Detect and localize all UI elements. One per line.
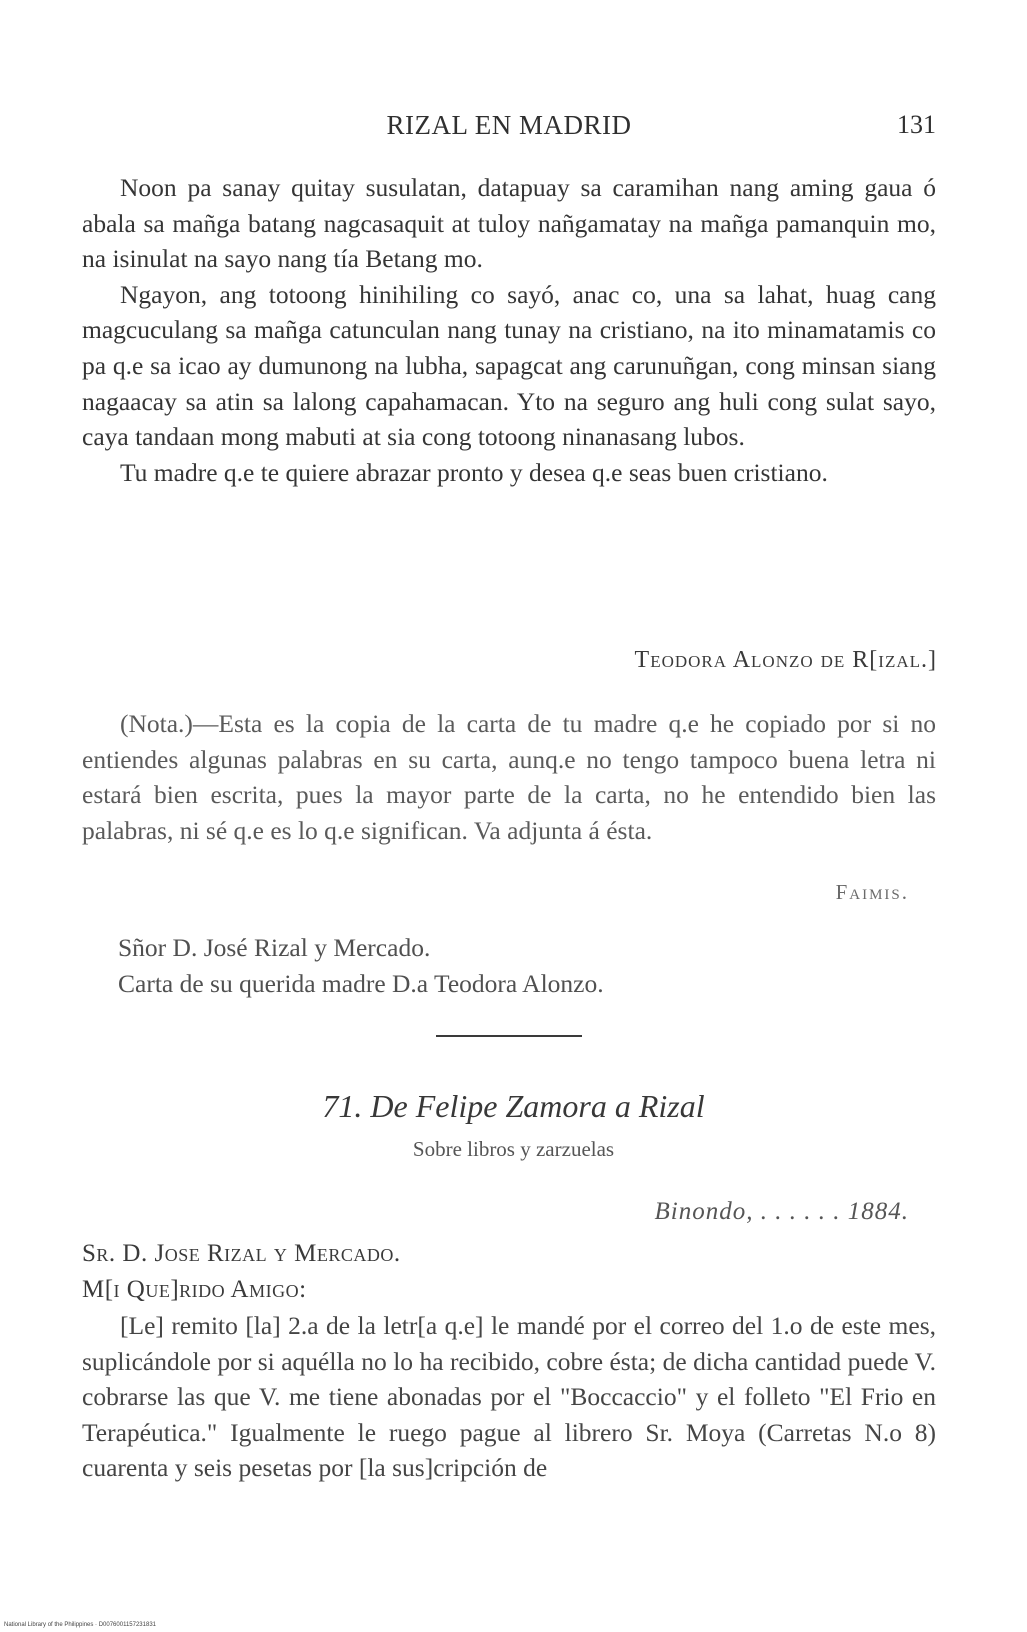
signature: Teodora Alonzo de R[izal.] xyxy=(634,647,937,673)
running-title: RIZAL EN MADRID xyxy=(386,110,632,140)
paragraph: [Le] remito [la] 2.a de la letr[a q.e] le mandé por el correo del 1.o de este mes, suplicándole por si aquélla no lo ha recibido, cobre ésta; de dicha cantidad puede V. cobrarse las que V. me tiene abonadas por el "Boccaccio" y el folleto "El Frio en Terapéutica." Igualmente le ruego pague al librero Sr. Moya (Carretas N.o 8) cuarenta y seis pesetas por [la sus]cripción de xyxy=(82,1311,936,1483)
recipient: Sr. D. Jose Rizal y Mercado. xyxy=(82,1240,401,1267)
paragraph: Noon pa sanay quitay susulatan, datapuay sa caramihan nang aming gaua ó abala sa mañga batang nagcasaquit at tuloy nañgamatay na mañga pamanquin mo, na isinulat na sayo nang tía Betang mo. xyxy=(82,173,936,274)
note-signature: Faimis. xyxy=(835,880,909,904)
address-line: Sñor D. José Rizal y Mercado. xyxy=(118,933,431,962)
note-paragraph: (Nota.)—Esta es la copia de la carta de tu madre q.e he copiado por si no entiendes algunas palabras en su carta, aunq.e no tengo tampoco buena letra ni estará bien escrita, pues la mayor parte de la carta, no he entendido bien las palabras, ni sé q.e es lo q.e significan. Va adjunta á ésta. xyxy=(82,709,936,845)
letter-subheading: Sobre libros y zarzuelas xyxy=(412,1137,615,1161)
section-divider xyxy=(436,1035,582,1037)
salutation: M[i Que]rido Amigo: xyxy=(82,1276,307,1303)
address-line: Carta de su querida madre D.a Teodora Alonzo. xyxy=(118,969,604,998)
letter-70-body xyxy=(82,170,936,490)
note xyxy=(82,706,936,848)
page-number: 131 xyxy=(897,110,936,139)
scan-footer: National Library of the Philippines · D0076001157231831 xyxy=(4,1622,156,1628)
paragraph: Tu madre q.e te quiere abrazar pronto y desea q.e seas buen cristiano. xyxy=(120,457,828,487)
letter-71-body xyxy=(82,1308,936,1486)
dateline: Binondo, . . . . . . 1884. xyxy=(654,1198,909,1225)
letter-heading: 71. De Felipe Zamora a Rizal xyxy=(322,1088,705,1124)
running-head xyxy=(82,110,936,150)
paragraph: Ngayon, ang totoong hinihiling co sayó, anac co, una sa lahat, huag cang magcuculang sa mañga catunculan nang tunay na cristiano, na ito minamatamis co pa q.e sa icao ay dumunong na lubha, sapagcat ang carunuñgan, cong minsan siang nagaacay sa atin sa lalong capahamacan. Yto na seguro ang huli cong sulat sayo, caya tandaan mong mabuti at sia cong totoong ninanasang lubos. xyxy=(82,279,936,452)
